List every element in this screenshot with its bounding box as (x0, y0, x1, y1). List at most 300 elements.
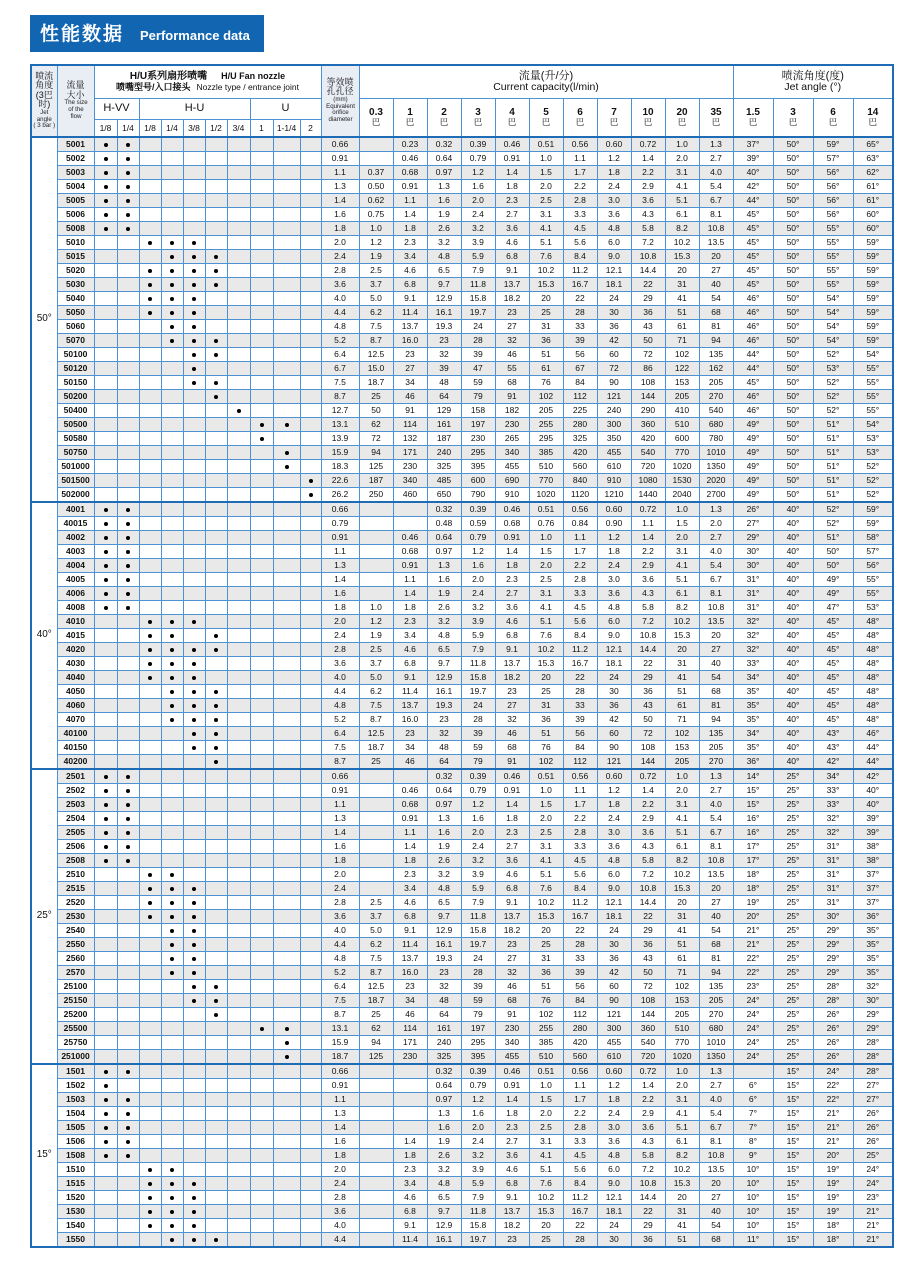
jet-angle-value: 52° (813, 348, 853, 362)
flow-value: 2.4 (461, 1135, 495, 1149)
availability-dot-icon (104, 789, 108, 793)
nozzle-availability-cell (250, 166, 273, 180)
jet-angle-value: 52° (813, 376, 853, 390)
flow-value: 108 (631, 741, 665, 755)
flow-value: 64 (427, 1008, 461, 1022)
flow-value: 32 (495, 713, 529, 727)
connection-size-1/2: 1/2 (205, 120, 227, 138)
jet-angle-value: 49° (733, 488, 773, 503)
jet-angle-value: 19° (813, 1191, 853, 1205)
flow-value: 22 (631, 278, 665, 292)
jet-angle-value: 27° (853, 1079, 893, 1093)
flow-value: 7.2 (631, 615, 665, 629)
nozzle-availability-cell (183, 798, 205, 812)
flow-value: 4.1 (665, 1107, 699, 1121)
pressure-value: 4 (509, 106, 515, 118)
flow-value: 680 (699, 1022, 733, 1036)
jet-angle-value: 53° (853, 446, 893, 460)
flow-value (359, 502, 393, 517)
flow-value: 1.8 (495, 559, 529, 573)
jet-angle-value: 21° (813, 1121, 853, 1135)
jet-angle-value: 40° (773, 573, 813, 587)
flow-value: 360 (631, 418, 665, 432)
availability-dot-icon (309, 493, 313, 497)
flow-value: 15.3 (665, 1177, 699, 1191)
flow-value: 10.2 (665, 1163, 699, 1177)
nozzle-availability-cell (117, 755, 139, 770)
flow-value: 171 (393, 1036, 427, 1050)
nozzle-availability-cell (300, 1219, 321, 1233)
nozzle-availability-cell (161, 488, 183, 503)
availability-dot-icon (214, 255, 218, 259)
flow-value: 0.72 (631, 769, 665, 784)
flow-value: 6.1 (665, 587, 699, 601)
nozzle-availability-cell (300, 236, 321, 250)
flow-value: 2.7 (495, 840, 529, 854)
nozzle-availability-cell (139, 180, 161, 194)
flow-value: 5.4 (699, 180, 733, 194)
table-row (31, 306, 893, 320)
jet-angle-value: 18° (733, 868, 773, 882)
nozzle-availability-cell (94, 502, 117, 517)
nozzle-availability-cell (250, 418, 273, 432)
model-label: 4040 (57, 671, 94, 685)
nozzle-availability-cell (161, 615, 183, 629)
flow-value: 2.9 (631, 1107, 665, 1121)
flow-value: 1.4 (393, 587, 427, 601)
flow-value: 4.5 (563, 1149, 597, 1163)
nozzle-availability-cell (227, 474, 250, 488)
flow-value: 12.1 (597, 1191, 631, 1205)
nozzle-availability-cell (117, 236, 139, 250)
table-row (31, 896, 893, 910)
availability-dot-icon (170, 1210, 174, 1214)
flow-value: 270 (699, 1008, 733, 1022)
flow-value: 25 (359, 755, 393, 770)
flow-value: 3.6 (631, 1121, 665, 1135)
table-row (31, 854, 893, 868)
flow-value: 230 (495, 418, 529, 432)
jet-angle-value: 19° (813, 1205, 853, 1219)
flow-value: 39 (563, 713, 597, 727)
flow-value: 7.2 (631, 236, 665, 250)
jet-angle-value: 48° (853, 643, 893, 657)
flow-value: 2.8 (563, 573, 597, 587)
flow-value: 1.1 (563, 784, 597, 798)
jet-angle-value: 34° (733, 727, 773, 741)
flow-value: 71 (665, 966, 699, 980)
nozzle-availability-cell (205, 1008, 227, 1022)
nozzle-availability-cell (250, 250, 273, 264)
table-body (31, 137, 893, 1247)
nozzle-availability-cell (139, 545, 161, 559)
flow-value: 0.64 (427, 784, 461, 798)
flow-value: 12.5 (359, 727, 393, 741)
nozzle-availability-cell (205, 966, 227, 980)
flow-value: 102 (665, 348, 699, 362)
availability-dot-icon (192, 283, 196, 287)
nozzle-availability-cell (183, 741, 205, 755)
flow-value: 1.1 (393, 826, 427, 840)
flow-value: 3.6 (597, 840, 631, 854)
nozzle-availability-cell (250, 1036, 273, 1050)
flow-value: 144 (631, 1008, 665, 1022)
flow-value: 2.6 (427, 601, 461, 615)
nozzle-availability-cell (205, 601, 227, 615)
nozzle-availability-cell (300, 629, 321, 643)
availability-dot-icon (192, 690, 196, 694)
nozzle-availability-cell (300, 152, 321, 166)
jet-angle-value: 37° (853, 896, 893, 910)
availability-dot-icon (104, 143, 108, 147)
nozzle-availability-cell (139, 769, 161, 784)
flow-value: 0.68 (393, 545, 427, 559)
availability-dot-icon (104, 171, 108, 175)
flow-value: 1.6 (461, 559, 495, 573)
nozzle-availability-cell (183, 601, 205, 615)
flow-value: 23 (495, 685, 529, 699)
flow-value (393, 517, 427, 531)
nozzle-availability-cell (300, 1121, 321, 1135)
nozzle-availability-cell (273, 713, 300, 727)
nozzle-availability-cell (117, 994, 139, 1008)
flow-value: 5.4 (699, 559, 733, 573)
availability-dot-icon (170, 957, 174, 961)
nozzle-availability-cell (183, 194, 205, 208)
flow-value: 7.6 (529, 250, 563, 264)
flow-value: 187 (359, 474, 393, 488)
flow-value: 4.6 (495, 236, 529, 250)
flow-value: 5.4 (699, 812, 733, 826)
flow-pressure-0.3bar (359, 99, 393, 138)
nozzle-availability-cell (117, 573, 139, 587)
nozzle-availability-cell (94, 320, 117, 334)
nozzle-availability-cell (183, 713, 205, 727)
nozzle-availability-cell (250, 236, 273, 250)
nozzle-availability-cell (139, 713, 161, 727)
nozzle-availability-cell (117, 727, 139, 741)
jet-angle-value: 25° (773, 826, 813, 840)
nozzle-availability-cell (273, 306, 300, 320)
flow-value: 1350 (699, 460, 733, 474)
flow-value: 510 (529, 1050, 563, 1065)
model-label: 2501 (57, 769, 94, 784)
nozzle-availability-cell (300, 980, 321, 994)
flow-value: 24 (461, 699, 495, 713)
model-label: 50100 (57, 348, 94, 362)
nozzle-availability-cell (227, 194, 250, 208)
flow-value: 1.5 (665, 517, 699, 531)
flow-value: 2.2 (563, 1107, 597, 1121)
nozzle-availability-cell (183, 685, 205, 699)
nozzle-availability-cell (250, 685, 273, 699)
flow-value: 1.6 (427, 826, 461, 840)
jet-angle-value: 48° (853, 657, 893, 671)
availability-dot-icon (148, 297, 152, 301)
flow-value: 2.7 (699, 784, 733, 798)
flow-value: 15.3 (665, 882, 699, 896)
availability-dot-icon (170, 915, 174, 919)
flow-value: 48 (427, 994, 461, 1008)
pressure-value: 1 (407, 106, 413, 118)
nozzle-availability-cell (300, 671, 321, 685)
flow-value: 0.46 (393, 531, 427, 545)
availability-dot-icon (148, 1224, 152, 1228)
nozzle-availability-cell (300, 166, 321, 180)
flow-value: 10.2 (529, 896, 563, 910)
flow-value: 5.4 (699, 1107, 733, 1121)
flow-value: 7.2 (631, 1163, 665, 1177)
flow-value: 1.8 (597, 166, 631, 180)
nozzle-availability-cell (250, 882, 273, 896)
jet-angle-value: 15° (773, 1163, 813, 1177)
nozzle-availability-cell (227, 250, 250, 264)
pressure-unit: 巴 (748, 117, 758, 128)
flow-value: 10.2 (665, 236, 699, 250)
nozzle-availability-cell (227, 699, 250, 713)
nozzle-availability-cell (117, 952, 139, 966)
nozzle-availability-cell (273, 1093, 300, 1107)
orifice-diameter-value: 4.4 (321, 938, 359, 952)
flow-pressure-20bar (665, 99, 699, 138)
flow-value: 0.97 (427, 1093, 461, 1107)
jet-angle-value: 50° (773, 488, 813, 503)
flow-value: 1.1 (393, 573, 427, 587)
jet-angle-value: 32° (813, 826, 853, 840)
nozzle-availability-cell (139, 1036, 161, 1050)
nozzle-availability-cell (139, 755, 161, 770)
model-label: 5006 (57, 208, 94, 222)
jet-angle-value: 40° (733, 166, 773, 180)
jet-angle-value: 35° (733, 685, 773, 699)
nozzle-availability-cell (117, 671, 139, 685)
nozzle-availability-cell (183, 755, 205, 770)
availability-dot-icon (104, 199, 108, 203)
nozzle-availability-cell (117, 854, 139, 868)
flow-value: 171 (393, 446, 427, 460)
nozzle-availability-cell (183, 531, 205, 545)
flow-value: 0.97 (427, 545, 461, 559)
flow-value: 1.6 (427, 194, 461, 208)
flow-value: 10.8 (631, 629, 665, 643)
jet-angle-value: 49° (813, 587, 853, 601)
flow-value: 33 (563, 952, 597, 966)
availability-dot-icon (192, 957, 196, 961)
nozzle-availability-cell (117, 502, 139, 517)
nozzle-availability-cell (183, 1205, 205, 1219)
flow-value: 12.9 (427, 1219, 461, 1233)
flow-value: 114 (393, 418, 427, 432)
flow-value: 0.46 (495, 1064, 529, 1079)
flow-value: 25 (529, 938, 563, 952)
model-label: 25500 (57, 1022, 94, 1036)
flow-value: 31 (529, 699, 563, 713)
flow-value: 7.5 (359, 320, 393, 334)
flow-value: 0.39 (461, 769, 495, 784)
nozzle-availability-cell (161, 657, 183, 671)
flow-value: 1.5 (529, 798, 563, 812)
flow-value: 1.4 (393, 840, 427, 854)
availability-dot-icon (192, 732, 196, 736)
nozzle-availability-cell (161, 517, 183, 531)
flow-value: 0.60 (597, 502, 631, 517)
nozzle-availability-cell (273, 348, 300, 362)
flow-value: 205 (665, 755, 699, 770)
pressure-value: 3 (475, 106, 481, 118)
nozzle-availability-cell (117, 376, 139, 390)
jet-angle-value: 45° (733, 222, 773, 236)
nozzle-availability-cell (161, 1135, 183, 1149)
flow-value: 6.1 (665, 1135, 699, 1149)
jet-angle-value: 26° (813, 1036, 853, 1050)
flow-value: 0.39 (461, 137, 495, 152)
flow-value: 0.32 (427, 137, 461, 152)
flow-value: 6.7 (699, 1121, 733, 1135)
flow-value: 43 (631, 699, 665, 713)
pressure-value: 5 (543, 106, 549, 118)
nozzle-availability-cell (300, 1093, 321, 1107)
jet-angle-value: 44° (853, 741, 893, 755)
flow-value: 6.2 (359, 685, 393, 699)
flow-value: 2.8 (563, 1121, 597, 1135)
orifice-diameter-value: 2.8 (321, 1191, 359, 1205)
model-label: 50400 (57, 404, 94, 418)
table-row (31, 488, 893, 503)
nozzle-availability-cell (205, 671, 227, 685)
jet-angle-value: 50° (773, 348, 813, 362)
flow-value: 3.2 (461, 222, 495, 236)
nozzle-availability-cell (183, 264, 205, 278)
nozzle-availability-cell (161, 994, 183, 1008)
flow-value: 34 (393, 741, 427, 755)
flow-value: 7.6 (529, 1177, 563, 1191)
nozzle-availability-cell (227, 1219, 250, 1233)
nozzle-availability-cell (250, 741, 273, 755)
jet-angle-value: 40° (773, 601, 813, 615)
flow-value (359, 559, 393, 573)
table-row (31, 1191, 893, 1205)
nozzle-availability-cell (300, 994, 321, 1008)
flow-value: 13.5 (699, 1163, 733, 1177)
table-row (31, 1219, 893, 1233)
nozzle-availability-cell (183, 222, 205, 236)
jet-angle-value: 25° (773, 854, 813, 868)
nozzle-availability-cell (94, 250, 117, 264)
nozzle-availability-cell (227, 769, 250, 784)
flow-value: 3.6 (631, 826, 665, 840)
nozzle-availability-cell (227, 727, 250, 741)
flow-value: 11.4 (393, 306, 427, 320)
orifice-diameter-value: 1.4 (321, 1121, 359, 1135)
jet-angle-value: 35° (853, 966, 893, 980)
jet-angle-value: 46° (733, 390, 773, 404)
flow-value: 205 (699, 994, 733, 1008)
nozzle-availability-cell (161, 264, 183, 278)
table-row (31, 1022, 893, 1036)
table-row (31, 1050, 893, 1065)
nozzle-availability-cell (94, 840, 117, 854)
flow-value: 3.3 (563, 1135, 597, 1149)
nozzle-availability-cell (183, 812, 205, 826)
nozzle-availability-cell (227, 741, 250, 755)
jet-angle-value: 40° (773, 643, 813, 657)
flow-value: 18.2 (495, 924, 529, 938)
flow-value: 4.8 (427, 250, 461, 264)
nozzle-availability-cell (273, 699, 300, 713)
flow-value: 1.0 (529, 1079, 563, 1093)
flow-value: 18.7 (359, 741, 393, 755)
nozzle-availability-cell (139, 1219, 161, 1233)
flow-value: 3.6 (495, 222, 529, 236)
nozzle-availability-cell (117, 784, 139, 798)
nozzle-availability-cell (273, 685, 300, 699)
orifice-diameter-value: 1.3 (321, 559, 359, 573)
flow-value: 1.9 (359, 250, 393, 264)
flow-value: 6.0 (597, 1163, 631, 1177)
jet-angle-value: 40° (773, 727, 813, 741)
nozzle-availability-cell (183, 1149, 205, 1163)
flow-value: 1.4 (631, 784, 665, 798)
nozzle-availability-cell (300, 643, 321, 657)
flow-value: 79 (461, 1008, 495, 1022)
flow-value: 1.3 (699, 769, 733, 784)
jet-angle-value: 55° (813, 222, 853, 236)
nozzle-availability-cell (205, 1036, 227, 1050)
nozzle-availability-cell (183, 362, 205, 376)
jet-angle-value: 55° (813, 278, 853, 292)
nozzle-availability-cell (139, 474, 161, 488)
orifice-diameter-value: 0.79 (321, 517, 359, 531)
orifice-diameter-value: 4.8 (321, 699, 359, 713)
model-label: 2505 (57, 826, 94, 840)
jet-angle-value: 50° (773, 432, 813, 446)
jet-angle-value: 52° (853, 474, 893, 488)
flow-value: 11.2 (563, 1191, 597, 1205)
flow-value: 1.8 (393, 1149, 427, 1163)
nozzle-availability-cell (250, 264, 273, 278)
jet-angle-value: 54° (813, 306, 853, 320)
flow-value (359, 517, 393, 531)
jet-angle-value: 50° (773, 474, 813, 488)
flow-value: 1.0 (665, 769, 699, 784)
flow-value: 1.2 (597, 152, 631, 166)
jet-angle-value: 20° (733, 910, 773, 924)
jet-angle-value: 39° (853, 826, 893, 840)
nozzle-availability-cell (161, 727, 183, 741)
nozzle-availability-cell (300, 601, 321, 615)
flow-value: 1.8 (393, 854, 427, 868)
flow-value: 51 (529, 727, 563, 741)
flow-value: 1.2 (359, 615, 393, 629)
flow-value: 19.3 (427, 952, 461, 966)
jet-angle-value: 40° (773, 531, 813, 545)
nozzle-availability-cell (250, 474, 273, 488)
nozzle-availability-cell (161, 699, 183, 713)
availability-dot-icon (237, 409, 241, 413)
availability-dot-icon (192, 915, 196, 919)
flow-value: 0.60 (597, 137, 631, 152)
jet-angle-value: 39° (853, 812, 893, 826)
orifice-diameter-value: 3.6 (321, 278, 359, 292)
flow-value: 0.48 (427, 517, 461, 531)
flow-value: 1.7 (563, 166, 597, 180)
orifice-diameter-value: 4.8 (321, 952, 359, 966)
nozzle-availability-cell (250, 671, 273, 685)
availability-dot-icon (192, 620, 196, 624)
flow-value: 325 (427, 1050, 461, 1065)
flow-value: 3.2 (427, 236, 461, 250)
nozzle-availability-cell (161, 769, 183, 784)
